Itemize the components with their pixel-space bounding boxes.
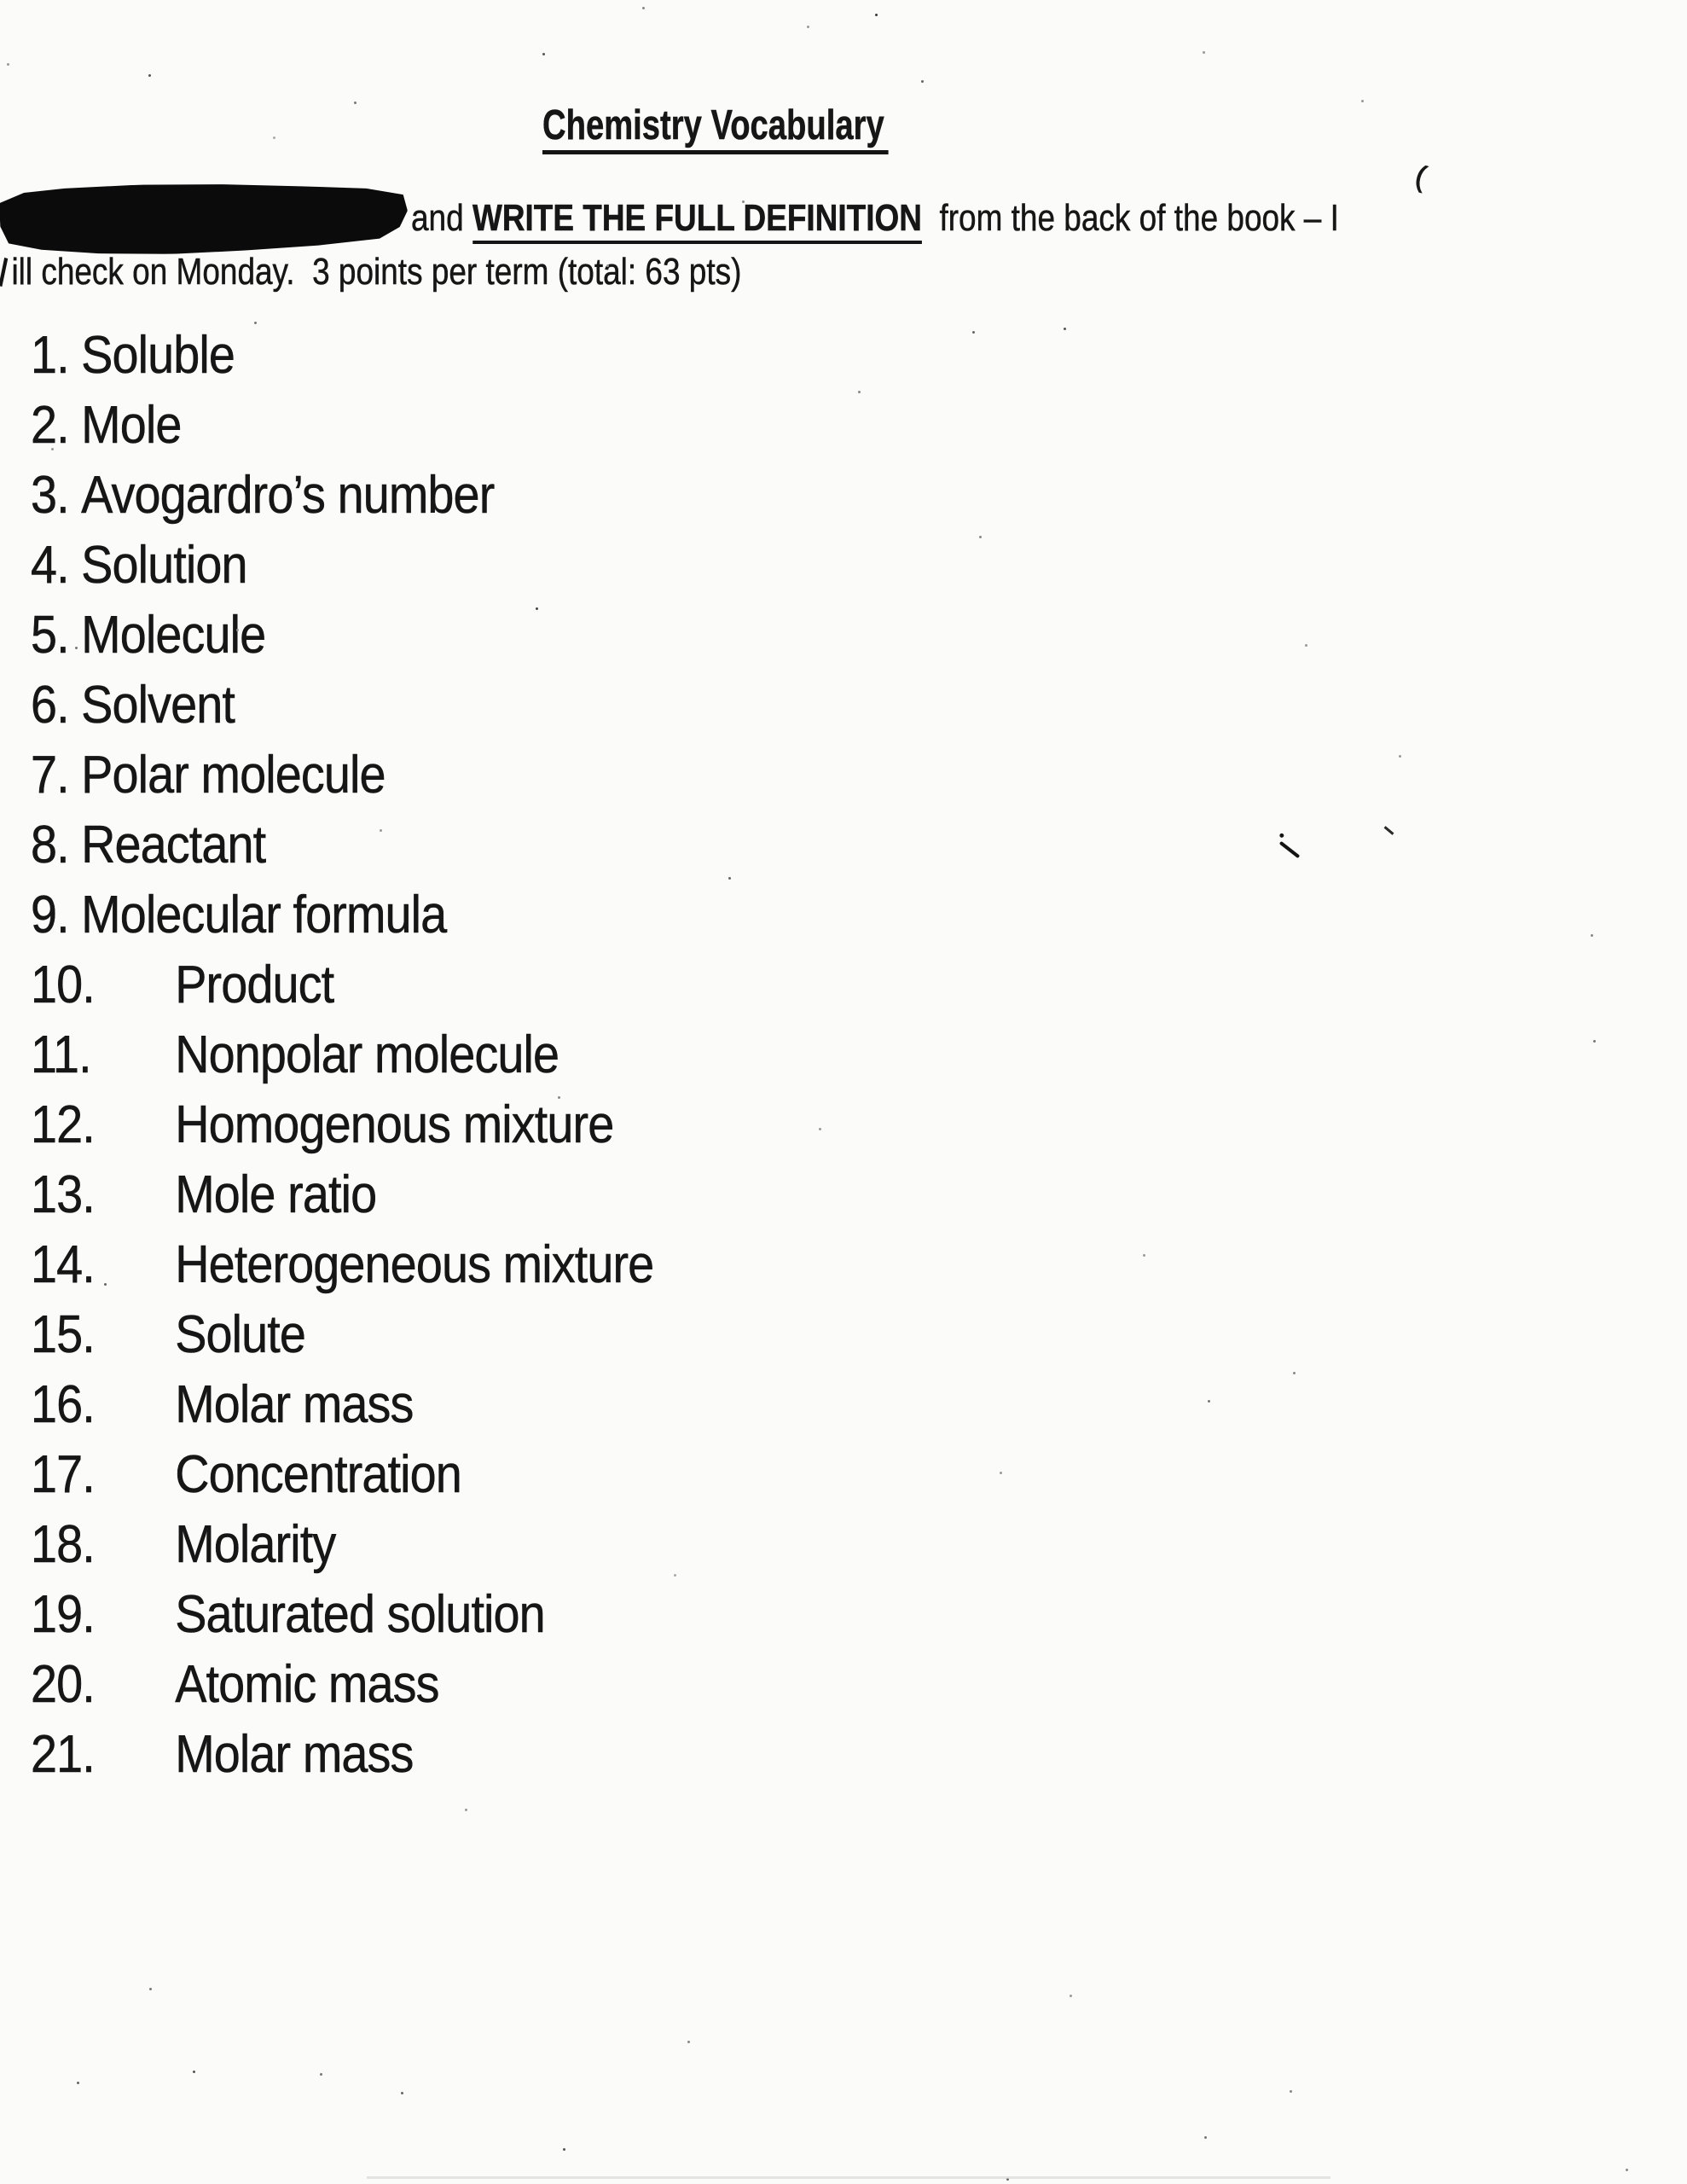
- term-number: 20.: [31, 1655, 95, 1714]
- instruction-line-1: [0, 181, 1516, 256]
- term-row: [31, 1370, 653, 1440]
- term-label: Solution: [81, 536, 247, 595]
- term-label: Heterogeneous mixture: [175, 1235, 654, 1294]
- term-number: 16.: [31, 1375, 95, 1434]
- term-row: [31, 391, 653, 461]
- redaction-marker: [0, 179, 409, 258]
- instruction-line-1-text: [411, 197, 1339, 240]
- term-label: Mole ratio: [175, 1165, 377, 1224]
- term-number: 12.: [31, 1095, 95, 1154]
- instruction-line-2-text: ill check on Monday. 3 points per term (total: 63 pts): [11, 251, 742, 293]
- term-label: Atomic mass: [175, 1655, 439, 1714]
- term-number: 5.: [31, 606, 69, 665]
- page-title: Chemistry Vocabulary: [542, 104, 888, 154]
- instruction-line-1-prefix: and: [411, 197, 472, 239]
- scan-edge-line: [367, 2176, 1330, 2179]
- cut-off-character-mark: [0, 258, 8, 287]
- term-row: [31, 531, 653, 601]
- term-row: [31, 1440, 653, 1510]
- term-label: Soluble: [81, 326, 235, 385]
- term-number: 10.: [31, 956, 95, 1014]
- instruction-line-2: [0, 251, 741, 293]
- term-label: Saturated solution: [175, 1585, 545, 1644]
- stray-pen-scratch-small: [1384, 826, 1394, 835]
- term-number: 8.: [31, 816, 69, 874]
- term-label: Molecule: [81, 606, 266, 665]
- term-label: Mole: [81, 396, 182, 455]
- instruction-line-1-suffix: from the back of the book – I: [921, 197, 1339, 239]
- term-label: Solute: [175, 1305, 306, 1364]
- term-number: 13.: [31, 1165, 95, 1224]
- term-label: Molar mass: [175, 1725, 414, 1784]
- term-number: 14.: [31, 1235, 95, 1294]
- vocab-list: [31, 321, 722, 1790]
- term-row: [31, 810, 653, 880]
- term-label: Polar molecule: [81, 746, 386, 804]
- term-row: [31, 741, 653, 810]
- term-number: 1.: [31, 326, 69, 385]
- term-number: 7.: [31, 746, 69, 804]
- instruction-line-1-emphasis: WRITE THE FULL DEFINITION: [472, 197, 922, 244]
- term-row: [31, 671, 653, 741]
- term-row: [31, 1020, 653, 1090]
- term-row: [31, 601, 653, 671]
- term-label: Nonpolar molecule: [175, 1025, 559, 1084]
- term-row: [31, 1160, 653, 1230]
- term-number: 9.: [31, 886, 69, 944]
- term-label: Concentration: [175, 1445, 461, 1504]
- term-label: Reactant: [81, 816, 266, 874]
- term-number: 17.: [31, 1445, 95, 1504]
- stray-pen-mark: (: [1412, 160, 1429, 194]
- term-row: [31, 1650, 653, 1720]
- term-number: 11.: [31, 1025, 91, 1084]
- term-number: 21.: [31, 1725, 95, 1784]
- term-row: [31, 461, 653, 531]
- term-row: [31, 1300, 653, 1370]
- term-number: 6.: [31, 676, 69, 735]
- term-row: [31, 950, 653, 1020]
- term-label: Solvent: [81, 676, 235, 735]
- term-label: Molar mass: [175, 1375, 414, 1434]
- term-number: 18.: [31, 1515, 95, 1574]
- term-label: Avogardro’s number: [81, 466, 495, 525]
- term-row: [31, 1230, 653, 1300]
- term-number: 15.: [31, 1305, 95, 1364]
- term-label: Homogenous mixture: [175, 1095, 614, 1154]
- scan-noise-specks: [0, 0, 3, 3]
- term-row: [31, 1090, 653, 1160]
- term-label: Product: [175, 956, 334, 1014]
- term-row: [31, 1580, 653, 1650]
- term-number: 19.: [31, 1585, 95, 1644]
- term-number: 3.: [31, 466, 69, 525]
- term-label: Molarity: [175, 1515, 336, 1574]
- term-row: [31, 1720, 653, 1790]
- term-label: Molecular formula: [81, 886, 447, 944]
- term-number: 2.: [31, 396, 69, 455]
- term-row: [31, 321, 653, 391]
- term-number: 4.: [31, 536, 69, 595]
- stray-pen-scratch: [1279, 841, 1301, 858]
- term-row: [31, 1510, 653, 1580]
- term-row: [31, 880, 653, 950]
